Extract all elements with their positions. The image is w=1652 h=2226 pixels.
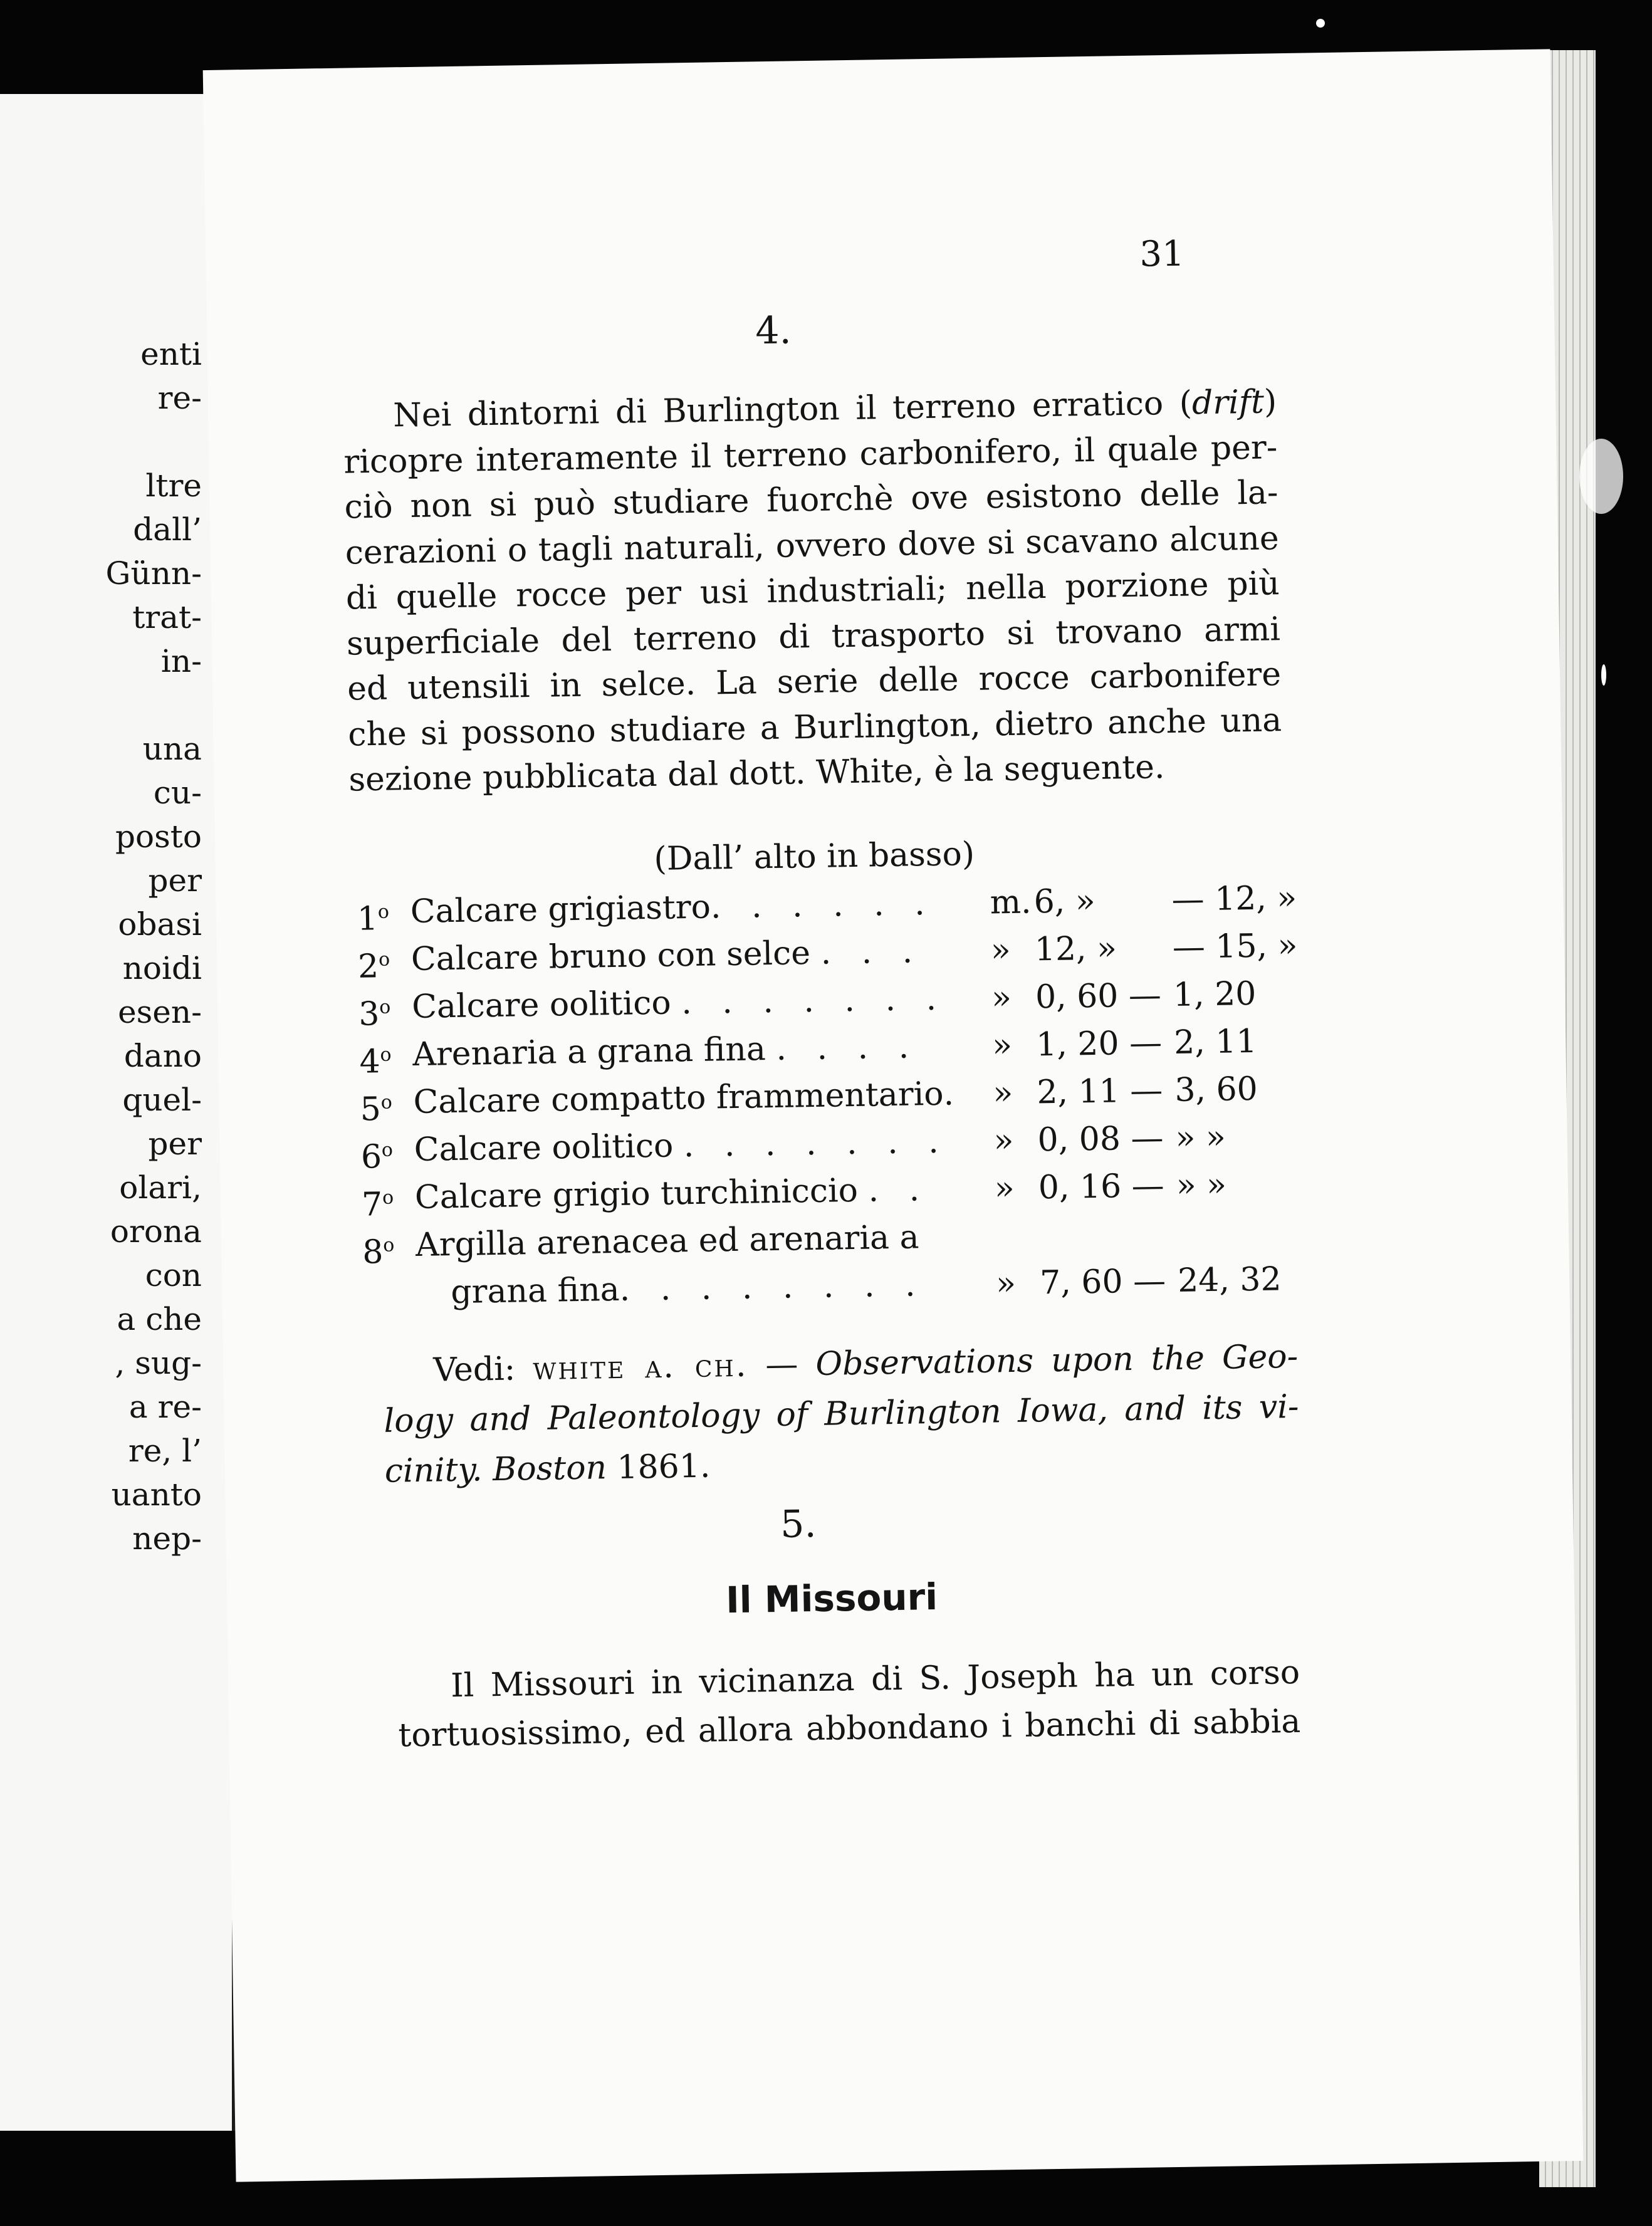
- strata-name: Calcare grigio turchiniccio . .: [414, 1171, 930, 1216]
- strata-ordinal: 3$^o$: [358, 995, 391, 1033]
- body-paragraph: [397, 1648, 1301, 1760]
- strata-name: Calcare compatto frammentario.: [413, 1075, 965, 1122]
- strata-thickness-from: 7, 60 —: [1039, 1262, 1166, 1302]
- left-page-fragment: enti: [140, 336, 202, 372]
- strata-thickness-to: » »: [1176, 1166, 1227, 1204]
- left-page-fragment: per: [148, 862, 202, 899]
- strata-thickness-to: 1, 20: [1173, 975, 1257, 1014]
- strata-thickness-to: — 15, »: [1172, 926, 1298, 966]
- left-page-fragment: dall’: [133, 511, 202, 548]
- bibliographic-reference: [383, 1332, 1300, 1497]
- strata-thickness-to: » »: [1175, 1118, 1226, 1157]
- table-caption: (Dall’ alto in basso): [654, 835, 975, 878]
- strata-ordinal: 5$^o$: [360, 1090, 393, 1129]
- strata-ordinal: 4$^o$: [359, 1043, 392, 1081]
- scan-debris: [1601, 664, 1606, 686]
- strata-name: Arenaria a grana fina . . . .: [412, 1028, 919, 1074]
- strata-name: Argilla arenacea ed arenaria a: [415, 1218, 919, 1264]
- left-page-fragment: noidi: [122, 950, 202, 986]
- left-page-fragment: per: [148, 1126, 202, 1162]
- intro-line: superficiale del terreno di trasporto si trovano armi: [346, 610, 1281, 663]
- strata-thickness-from: 2, 11 —: [1036, 1072, 1163, 1112]
- strata-thickness-from: 0, 16 —: [1038, 1167, 1165, 1207]
- intro-line: ed utensili in selce. La serie delle rocce carbonifere: [347, 656, 1282, 708]
- reference-title: Observations upon the Geo-: [815, 1337, 1299, 1383]
- strata-thickness-to: 2, 11: [1173, 1022, 1257, 1062]
- body-line: Il Missouri in vicinanza di S. Joseph ha un corso: [450, 1653, 1300, 1705]
- left-page-fragment: con: [145, 1257, 202, 1293]
- scan-debris: [1316, 19, 1325, 28]
- intro-line: che si possono studiare a Burlington, dietro anche una: [347, 701, 1282, 754]
- strata-ordinal: 8$^o$: [362, 1233, 395, 1272]
- left-page-fragment: a che: [117, 1301, 202, 1337]
- strata-unit: »: [991, 979, 1012, 1017]
- strata-thickness-from: 0, 60 —: [1035, 976, 1162, 1016]
- left-page-fragment: orona: [110, 1213, 202, 1250]
- left-page-fragment: una: [142, 731, 202, 767]
- intro-line: cerazioni o tagli naturali, ovvero dove si scavano alcune: [345, 519, 1280, 572]
- right-page: [203, 49, 1584, 2182]
- left-page-fragment: trat-: [132, 599, 202, 635]
- strata-unit: »: [990, 931, 1012, 969]
- left-page-fragment: ltre: [145, 468, 202, 504]
- left-page-fragment: Günn-: [105, 555, 202, 592]
- strata-unit: »: [993, 1121, 1014, 1160]
- left-page-fragment: a re-: [128, 1389, 202, 1425]
- strata-name: Calcare bruno con selce . . .: [410, 933, 923, 979]
- intro-line: di quelle rocce per usi industriali; nella porzione più: [345, 565, 1280, 617]
- strata-unit: »: [992, 1074, 1013, 1112]
- reference-line: Vedi: white a. ch. — Observations upon the Geo-: [432, 1337, 1299, 1389]
- strata-name-continued: grana fina. . . . . . . .: [450, 1266, 926, 1312]
- strata-ordinal: 6$^o$: [360, 1138, 394, 1176]
- left-page-fragment: , sug-: [115, 1345, 202, 1381]
- reference-year: 1861.: [606, 1447, 711, 1487]
- intro-line: Nei dintorni di Burlington il terreno erratico (drift): [392, 383, 1277, 435]
- strata-unit: »: [994, 1169, 1015, 1208]
- strata-thickness-to: 3, 60: [1174, 1070, 1258, 1109]
- left-page-edge: [0, 94, 241, 2131]
- page-number: 31: [1139, 233, 1185, 275]
- section-number-5: 5.: [780, 1502, 817, 1547]
- intro-paragraph: [343, 379, 1283, 803]
- strata-name: Calcare grigiastro. . . . . .: [410, 884, 936, 931]
- strata-unit: m.: [990, 883, 1032, 922]
- strata-name: Calcare oolitico . . . . . . .: [411, 980, 947, 1027]
- left-page-fragment: uanto: [111, 1476, 202, 1513]
- strata-thickness-from: 12, »: [1034, 929, 1117, 969]
- strata-unit: »: [991, 1027, 1013, 1065]
- left-page-fragment: posto: [115, 818, 202, 855]
- intro-line: sezione pubblicata dal dott. White, è la seguente.: [348, 748, 1165, 799]
- strata-thickness-to: — 12, »: [1171, 879, 1297, 919]
- left-page-fragment: obasi: [118, 906, 202, 943]
- strata-ordinal: 2$^o$: [357, 948, 390, 986]
- left-page-fragment: olari,: [119, 1169, 202, 1206]
- section-heading: Il Missouri: [725, 1575, 938, 1622]
- left-page-fragment: in-: [160, 643, 202, 679]
- strata-table: [357, 874, 1304, 1317]
- left-page-fragment: esen-: [118, 994, 202, 1030]
- strata-thickness-from: 1, 20 —: [1035, 1024, 1163, 1064]
- section-number-4: 4.: [755, 308, 792, 353]
- reference-line: logy and Paleontology of Burlington Iowa, and its vi-: [384, 1387, 1299, 1440]
- strata-name: Calcare oolitico . . . . . . .: [414, 1122, 949, 1169]
- strata-thickness-from: 6, »: [1033, 882, 1096, 921]
- italic-term: drift: [1191, 383, 1265, 422]
- left-page-fragment: quel-: [122, 1082, 202, 1118]
- strata-ordinal: 1$^o$: [357, 900, 390, 938]
- left-page-fragment: cu-: [153, 775, 202, 811]
- left-page-fragment: re-: [157, 380, 202, 416]
- left-page-fragment: nep-: [132, 1520, 202, 1557]
- left-page-fragment: re, l’: [128, 1433, 202, 1469]
- strata-thickness-from: 0, 08 —: [1037, 1119, 1164, 1159]
- reference-author: white a. ch.: [532, 1346, 748, 1388]
- intro-line: ricopre interamente il terreno carbonifero, il quale per-: [343, 428, 1278, 481]
- strata-ordinal: 7$^o$: [361, 1186, 394, 1224]
- strata-unit: »: [995, 1264, 1017, 1303]
- body-line: tortuosissimo, ed allora abbondano i banchi di sabbia: [397, 1702, 1301, 1755]
- strata-thickness-to: 24, 32: [1177, 1260, 1282, 1300]
- left-page-fragment: dano: [123, 1038, 202, 1074]
- intro-line: ciò non si può studiare fuorchè ove esistono delle la-: [344, 474, 1278, 526]
- scan-debris: [1579, 439, 1623, 514]
- reference-line: cinity. Boston 1861.: [384, 1447, 711, 1490]
